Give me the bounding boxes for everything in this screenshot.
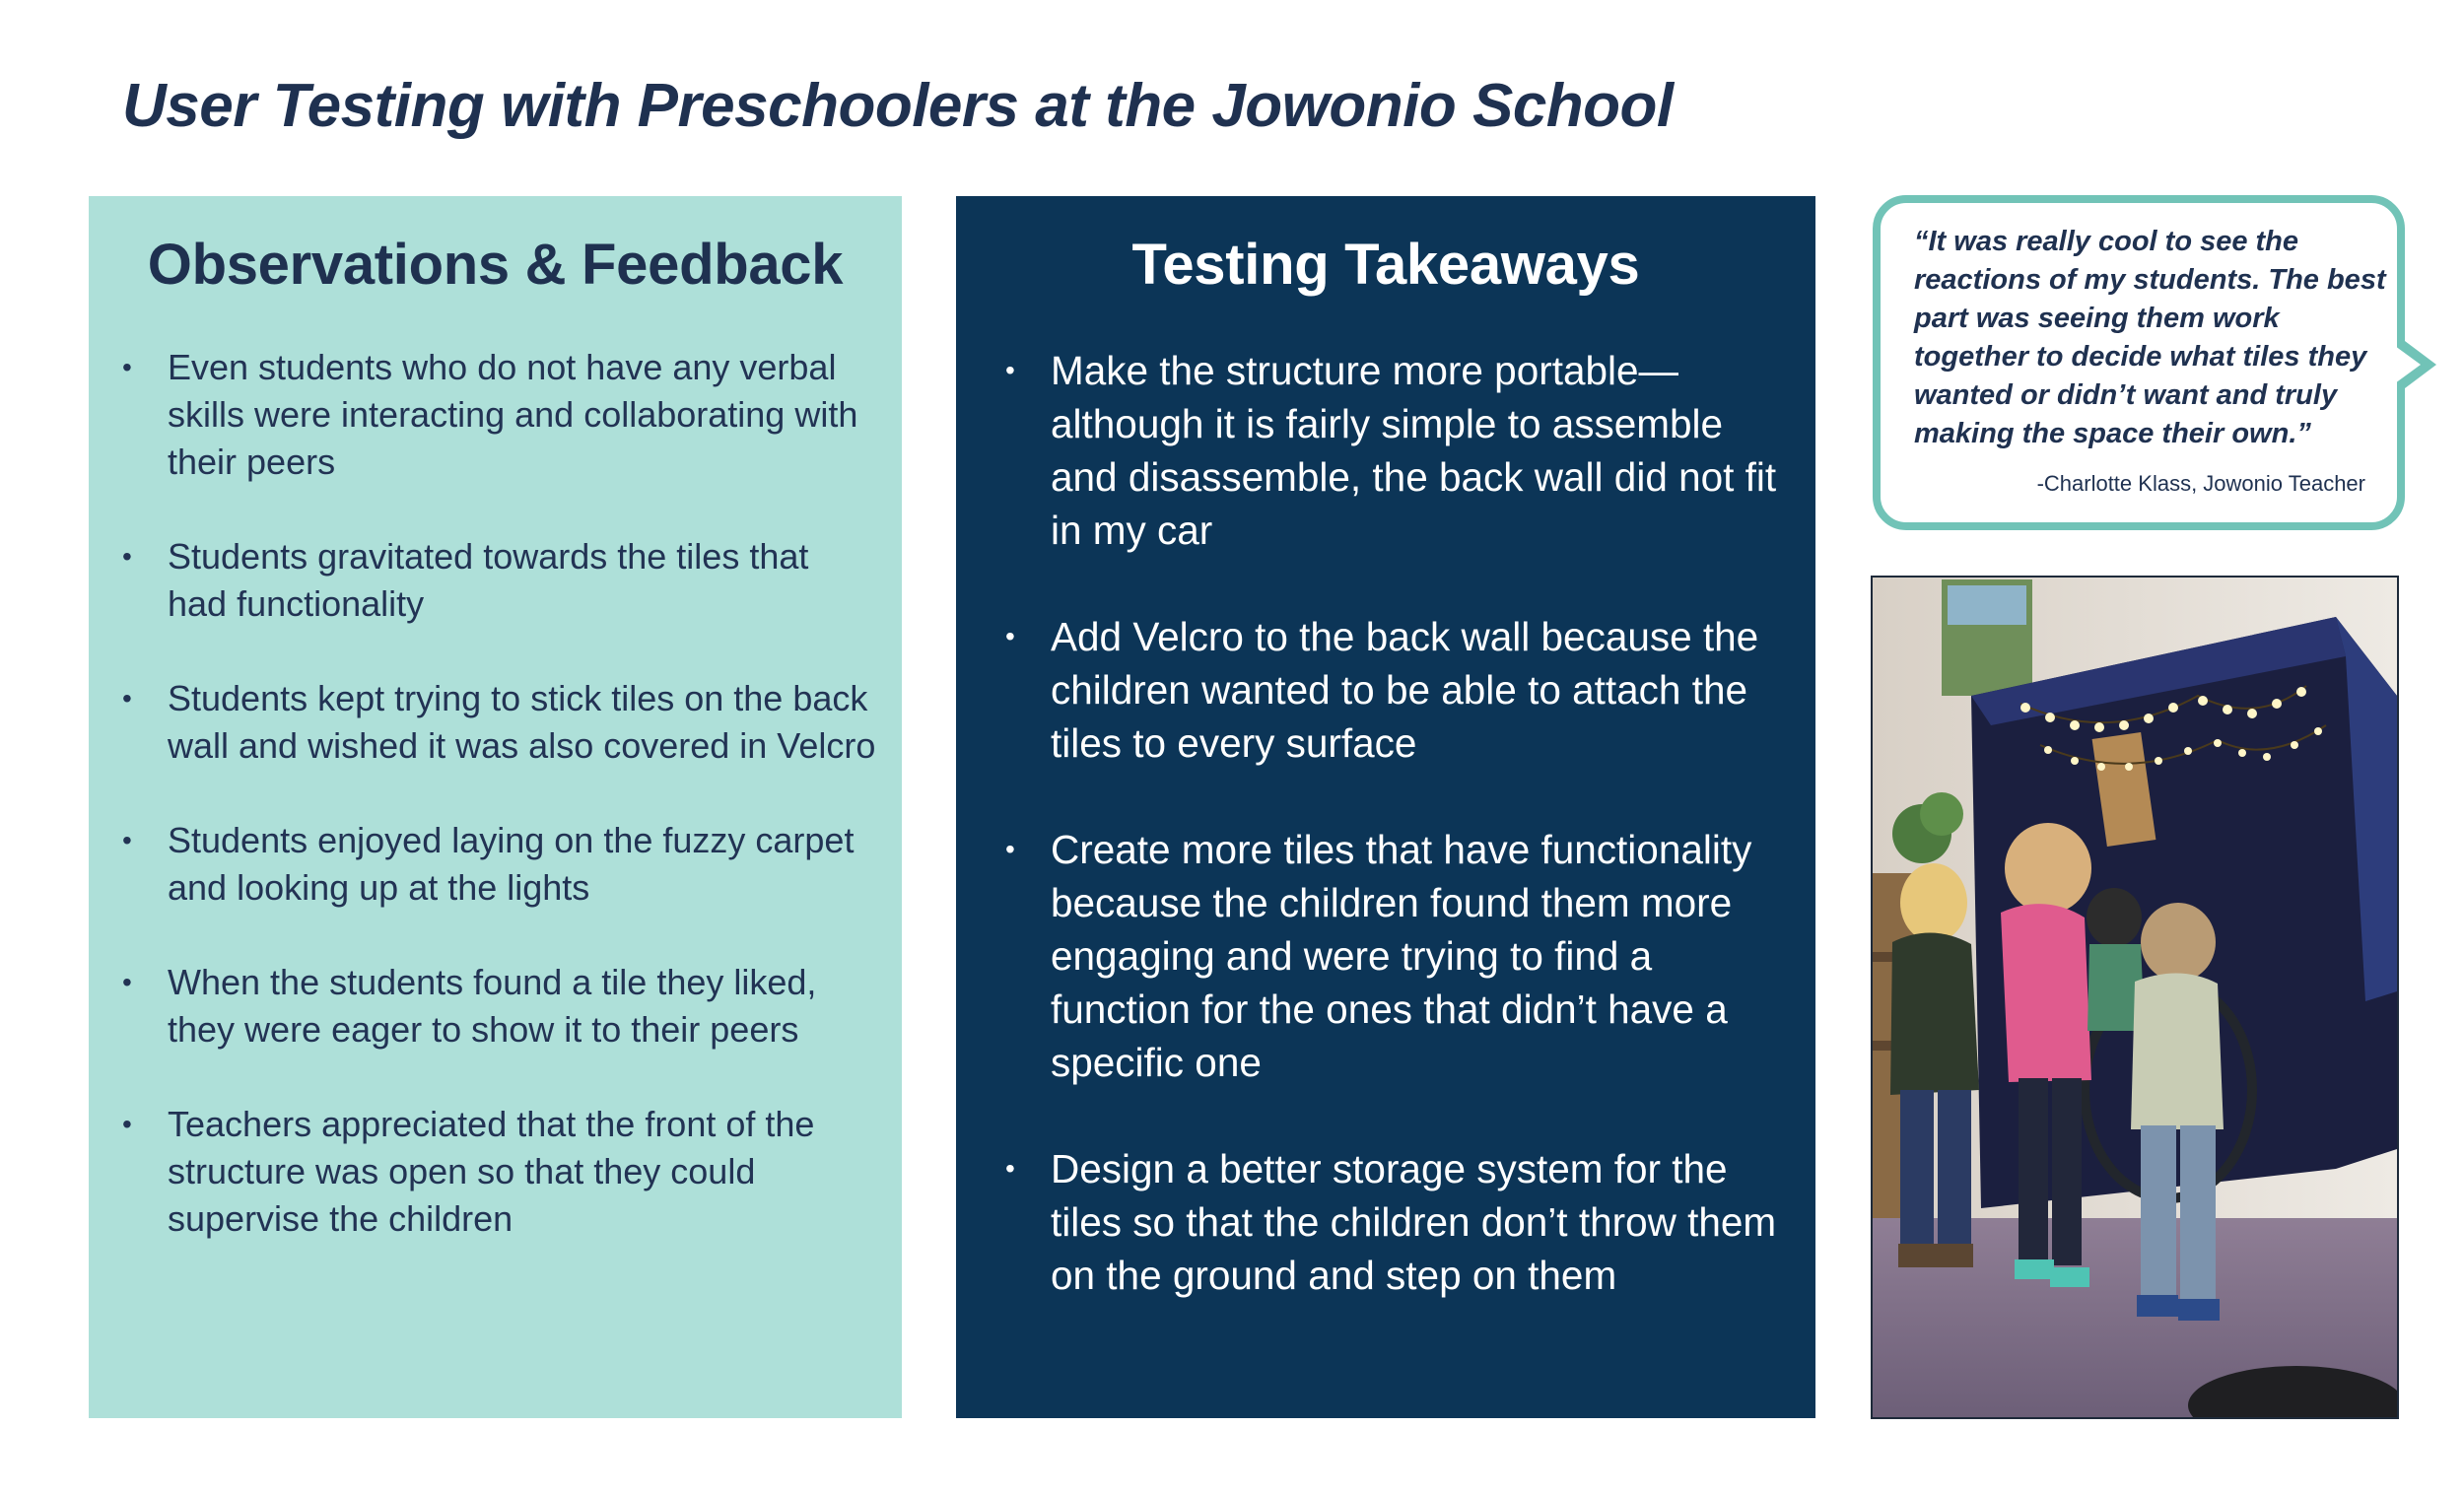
observation-text: Students gravitated towards the tiles that had functionality [168, 536, 809, 624]
observation-item [122, 959, 877, 1054]
quote-bubble [1873, 195, 2405, 530]
takeaways-panel [956, 196, 1815, 1418]
takeaway-item [1005, 1142, 1785, 1302]
bullet-icon: • [122, 825, 132, 855]
takeaway-text: Design a better storage system for the tiles so that the children don’t throw them on the ground and step on them [1051, 1146, 1777, 1298]
observations-list [122, 344, 877, 1290]
observation-text: Students kept trying to stick tiles on the back wall and wished it was also covered in Velcro [168, 678, 876, 766]
speech-bubble-tail-fill [2395, 346, 2421, 383]
quote-text: “It was really cool to see the reactions of my students. The best part was seeing them work together to decide what tiles they wanted or didn’t want and truly making the space their own.” [1914, 226, 2386, 449]
observation-text: Even students who do not have any verbal skills were interacting and collaborating with their peers [168, 347, 858, 482]
observation-item [122, 817, 877, 912]
takeaways-list [1005, 344, 1785, 1355]
bullet-icon: • [122, 683, 132, 714]
bullet-icon: • [122, 352, 132, 382]
bullet-icon: • [1005, 355, 1015, 385]
observation-text: Students enjoyed laying on the fuzzy carpet and looking up at the lights [168, 820, 855, 908]
bullet-icon: • [122, 1109, 132, 1139]
takeaways-heading: Testing Takeaways [1131, 233, 1640, 297]
quote-attribution: -Charlotte Klass, Jowonio Teacher [2036, 471, 2365, 496]
observation-text: When the students found a tile they liked, they were eager to show it to their peers [168, 962, 817, 1050]
observations-panel [89, 196, 902, 1418]
bullet-icon: • [1005, 1153, 1015, 1184]
observation-text: Teachers appreciated that the front of the structure was open so that they could supervise the children [168, 1104, 815, 1239]
children-in-fort-photo [1873, 578, 2397, 1417]
takeaway-text: Make the structure more portable—although it is fairly simple to assemble and disassemble, the back wall did not fit in my car [1051, 348, 1777, 553]
takeaway-item [1005, 610, 1785, 770]
takeaway-item [1005, 823, 1785, 1089]
takeaway-item [1005, 344, 1785, 557]
takeaway-text: Add Velcro to the back wall because the children wanted to be able to attach the tiles to every surface [1051, 614, 1759, 766]
bullet-icon: • [1005, 834, 1015, 864]
observations-heading: Observations & Feedback [147, 233, 844, 297]
bullet-icon: • [122, 967, 132, 997]
observation-item [122, 675, 877, 770]
page-title: User Testing with Preschoolers at the Jowonio School [122, 72, 1674, 140]
bullet-icon: • [122, 541, 132, 572]
observation-item [122, 344, 877, 486]
bullet-icon: • [1005, 621, 1015, 651]
observation-item [122, 533, 877, 628]
takeaway-text: Create more tiles that have functionality because the children found them more engaging and were trying to find a function for the ones that didn’t have a specific one [1051, 827, 1752, 1085]
observation-item [122, 1101, 877, 1243]
classroom-photo [1871, 576, 2399, 1419]
